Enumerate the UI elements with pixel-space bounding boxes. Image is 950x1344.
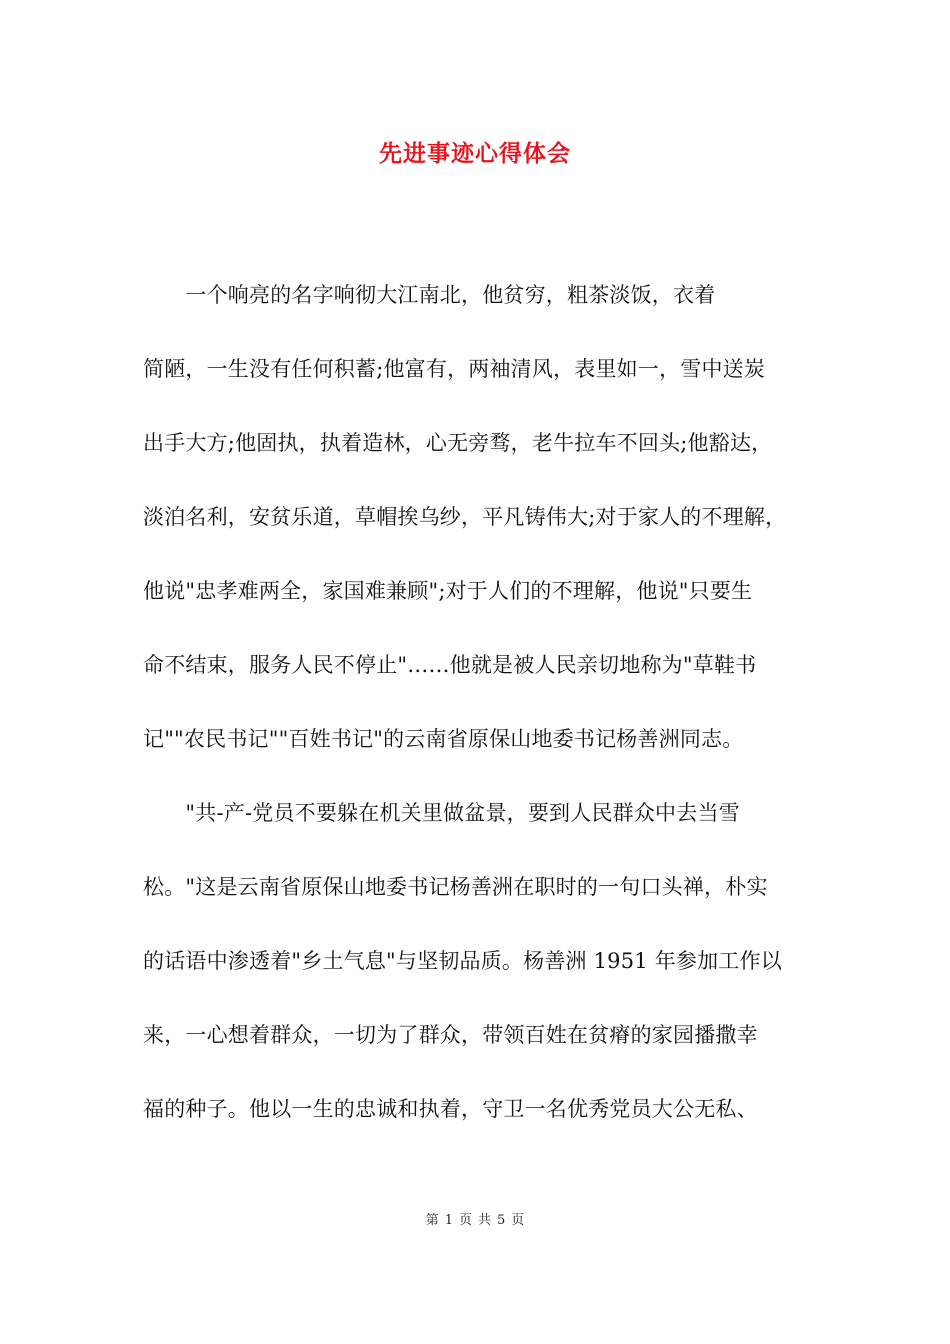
footer-label: 共 xyxy=(478,1213,492,1228)
text-line: 淡泊名利，安贫乐道，草帽挨乌纱，平凡铸伟大;对于家人的不理解， xyxy=(143,505,787,529)
text-line: 福的种子。他以一生的忠诚和执着，守卫一名优秀党员大公无私、 xyxy=(143,1097,758,1121)
text-line: 一个响亮的名字响彻大江南北，他贫穷，粗茶淡饭，衣着 xyxy=(143,283,716,307)
footer-label: 页 xyxy=(511,1213,525,1228)
document-body xyxy=(143,275,815,1163)
text-line: 来，一心想着群众，一切为了群众，带领百姓在贫瘠的家园播撒幸 xyxy=(143,1023,758,1047)
footer-label: 第 xyxy=(425,1213,439,1228)
document-title: 先进事迹心得体会 xyxy=(379,140,571,167)
page-number: 1 xyxy=(444,1213,453,1228)
text-line: 记""农民书记""百姓书记"的云南省原保山地委书记杨善洲同志。 xyxy=(143,727,744,751)
text-line: 松。"这是云南省原保山地委书记杨善洲在职时的一句口头禅，朴实 xyxy=(143,875,768,899)
text-line: "共-产-党员不要躲在机关里做盆景，要到人民群众中去当雪 xyxy=(143,801,740,825)
page-total: 5 xyxy=(497,1213,506,1228)
text-line: 的话语中渗透着"乡土气息"与坚韧品质。杨善洲 1951 年参加工作以 xyxy=(143,949,782,973)
text-line: 出手大方;他固执，执着造林，心无旁骛，老牛拉车不回头;他豁达， xyxy=(143,431,773,455)
text-line: 他说"忠孝难两全，家国难兼顾";对于人们的不理解，他说"只要生 xyxy=(143,579,753,603)
text-line: 简陋，一生没有任何积蓄;他富有，两袖清风，表里如一，雪中送炭 xyxy=(143,357,766,381)
page-footer xyxy=(0,1209,950,1228)
text-line: 命不结束，服务人民不停止"……他就是被人民亲切地称为"草鞋书 xyxy=(143,653,757,677)
footer-label: 页 xyxy=(458,1213,472,1228)
